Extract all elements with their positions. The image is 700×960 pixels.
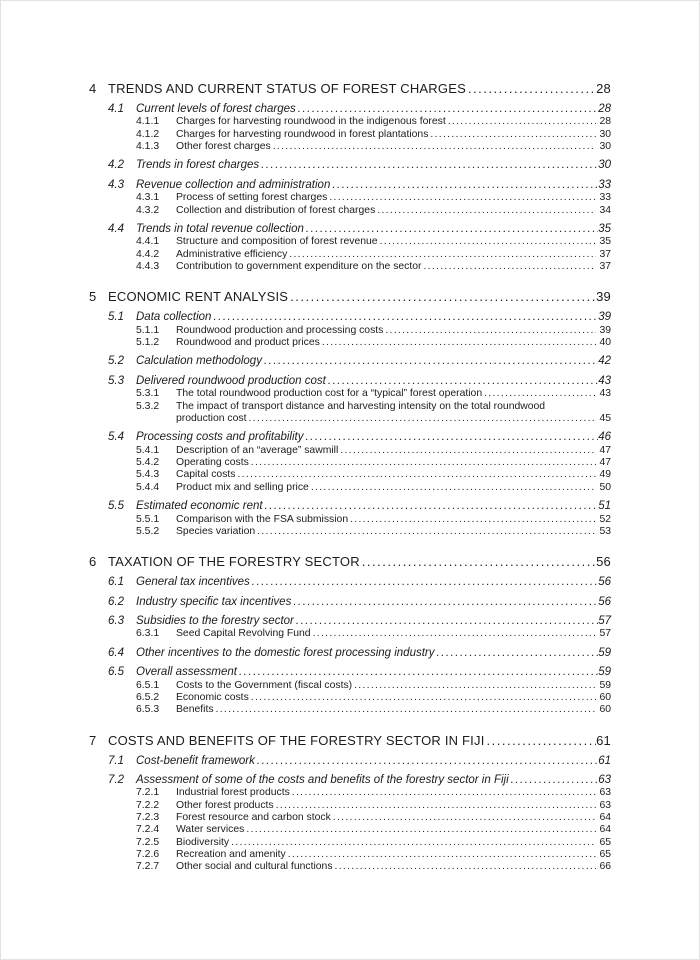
toc-entry-number: 4.1.3 [136,141,160,153]
toc-entry[interactable] [89,129,611,141]
toc-leader-dots [304,223,598,236]
toc-entry[interactable] [89,824,611,836]
toc-entry-title: The impact of transport distance and harvesting intensity on the total roundwood [176,400,546,412]
toc-entry-page: 52 [599,513,611,525]
toc-entry[interactable] [89,482,611,494]
toc-entry-page: 40 [599,337,611,349]
toc-entry-page: 50 [599,481,611,493]
toc-entry-page: 57 [599,628,611,640]
toc-leader-dots [235,469,596,481]
toc-leader-dots [250,576,598,589]
toc-leader-dots [330,179,598,192]
toc-leader-dots [326,375,598,388]
toc-entry-title: TAXATION OF THE FORESTRY SECTOR [108,554,360,570]
toc-leader-dots [286,849,597,861]
toc-entry-page: 45 [599,412,611,424]
toc-entry-page: 39 [598,311,611,324]
toc-entry-page: 51 [598,500,611,513]
toc-entry-number: 4.4.1 [136,236,160,248]
toc-entry-number: 6 [89,554,97,570]
toc-entry[interactable] [89,861,611,873]
toc-entry-number: 4 [89,81,97,96]
toc-entry-number: 5 [89,289,97,305]
toc-entry-title: Collection and distribution of forest charges [176,204,376,216]
toc-leader-dots [229,837,596,849]
toc-entry-title: The total roundwood production cost for a “typical” forest operation [176,388,483,400]
toc-entry-title: Other incentives to the domestic forest processing industry [136,646,435,659]
toc-leader-dots [237,666,598,679]
toc-leader-dots [485,733,597,749]
toc-entry[interactable] [89,431,611,444]
table-of-contents [89,81,611,874]
toc-entry-title: Biodiversity [176,836,230,848]
toc-entry-title: Administrative efficiency [176,248,288,260]
toc-entry-title: Water services [176,824,245,836]
toc-entry[interactable] [89,692,611,704]
toc-entry[interactable] [89,647,611,660]
toc-entry[interactable] [89,704,611,716]
toc-entry-page: 30 [598,159,611,172]
toc-entry-title: Industrial forest products [176,787,290,799]
toc-entry[interactable] [89,554,611,570]
toc-entry-page: 28 [599,116,611,128]
toc-entry-title: Industry specific tax incentives [136,595,292,608]
toc-entry-title: Data collection [136,311,212,324]
toc-leader-dots [360,554,596,570]
toc-entry-number: 4.4.3 [136,261,160,273]
toc-entry[interactable] [89,469,611,481]
toc-leader-dots [287,249,596,261]
toc-leader-dots [509,774,599,787]
toc-leader-dots [338,445,596,457]
toc-entry[interactable] [89,596,611,609]
toc-entry-title: Process of setting forest charges [176,192,328,204]
toc-entry-number: 4.4.2 [136,248,160,260]
toc-entry-number: 5.1.2 [136,337,160,349]
toc-entry-title: TRENDS AND CURRENT STATUS OF FOREST CHARGES [108,81,466,96]
toc-entry-page: 28 [596,81,611,96]
toc-entry-title: Overall assessment [136,666,237,679]
toc-entry-page: 61 [598,754,611,767]
toc-entry-number: 7.2.4 [136,824,160,836]
toc-leader-dots [375,205,596,217]
toc-entry-title: Contribution to government expenditure on the sector [176,261,422,273]
toc-entry[interactable] [89,457,611,469]
toc-entry-page: 63 [599,799,611,811]
toc-entry-title: Processing costs and profitability [136,431,304,444]
toc-entry[interactable] [89,261,611,273]
toc-entry-page: 59 [598,646,611,659]
toc-entry[interactable] [89,787,611,799]
toc-entry-page: 56 [598,576,611,589]
toc-entry-number: 6.5.3 [136,704,160,716]
toc-entry-title: Assessment of some of the costs and benefits of the forestry sector in Fiji [136,774,509,786]
toc-entry[interactable] [89,355,611,368]
toc-entry[interactable] [89,615,611,628]
toc-entry-title: production cost [176,412,247,424]
toc-leader-dots [244,824,596,836]
toc-entry-title: Calculation methodology [136,355,262,368]
toc-entry-page: 35 [598,222,611,235]
toc-leader-dots [435,647,599,660]
toc-entry-page: 59 [598,666,611,679]
toc-entry-number: 6.5.2 [136,691,160,703]
toc-entry[interactable] [89,223,611,236]
toc-entry[interactable] [89,103,611,116]
toc-entry-number: 4.3.2 [136,204,160,216]
toc-entry-number: 7.2 [108,774,124,786]
toc-entry-page: 28 [598,103,611,115]
toc-entry-number: 6.5.1 [136,679,160,691]
toc-entry-page: 42 [598,355,611,368]
toc-entry-title: Subsidies to the forestry sector [136,615,294,627]
toc-leader-dots [309,482,597,494]
toc-entry-page: 47 [599,444,611,456]
toc-leader-dots [271,141,597,153]
toc-entry-number: 5.4.3 [136,469,160,481]
toc-entry-number: 4.2 [108,159,124,172]
toc-entry-number: 5.3.2 [136,400,160,412]
toc-entry-page: 57 [598,615,611,627]
toc-entry[interactable] [89,236,611,248]
toc-entry-title: Economic costs [176,691,249,703]
toc-entry-page: 39 [599,324,611,336]
toc-entry-title: Forest resource and carbon stock [176,812,331,824]
toc-entry[interactable] [89,375,611,388]
toc-leader-dots [428,129,596,141]
toc-entry[interactable] [89,249,611,261]
toc-entry-title: Roundwood production and processing costs [176,324,384,336]
toc-entry-title: Current levels of forest charges [136,103,296,115]
toc-entry-page: 46 [598,431,611,444]
toc-entry-title: Other forest charges [176,141,271,153]
toc-entry-title: Comparison with the FSA submission [176,513,349,525]
toc-leader-dots [274,800,597,812]
toc-entry[interactable] [89,325,611,337]
toc-leader-dots [421,261,596,273]
toc-leader-dots [294,615,598,628]
toc-entry-page: 61 [596,732,611,748]
toc-entry-page: 65 [599,849,611,861]
toc-entry-page: 63 [598,774,611,786]
toc-entry[interactable] [89,205,611,217]
toc-entry-number: 4.4 [108,222,124,235]
toc-entry-title: Other forest products [176,799,274,811]
toc-entry-number: 6.5 [108,666,124,679]
toc-entry[interactable] [89,388,611,400]
toc-entry-page: 59 [599,679,611,691]
toc-entry-number: 7.2.5 [136,836,160,848]
toc-entry[interactable] [89,179,611,192]
toc-entry[interactable] [89,116,611,128]
toc-entry[interactable] [89,289,611,305]
toc-entry-number: 5.2 [108,355,124,368]
toc-entry-number: 7.2.2 [136,799,160,811]
toc-entry-page: 60 [599,691,611,703]
toc-entry-number: 7.2.3 [136,812,160,824]
toc-leader-dots [214,704,597,716]
toc-entry-page: 49 [599,469,611,481]
toc-entry-number: 5.5.2 [136,525,160,537]
toc-entry-title: Species variation [176,525,256,537]
toc-entry-page: 34 [599,204,611,216]
toc-entry[interactable] [89,755,611,768]
toc-entry-number: 6.1 [108,576,124,589]
toc-entry-title: Trends in total revenue collection [136,222,304,235]
toc-entry[interactable] [89,401,611,413]
toc-entry-title: Charges for harvesting roundwood in forest plantations [176,128,429,140]
toc-entry[interactable] [89,666,611,679]
toc-entry-number: 7.2.7 [136,861,160,873]
toc-leader-dots [327,192,596,204]
toc-entry-page: 56 [596,554,611,570]
toc-entry-number: 7.2.6 [136,849,160,861]
toc-entry-page: 63 [599,787,611,799]
toc-entry-title: Trends in forest charges [136,159,260,172]
toc-entry[interactable] [89,81,611,97]
toc-entry-number: 5.4.4 [136,481,160,493]
toc-entry-number: 7.2.1 [136,787,160,799]
toc-entry-page: 33 [599,192,611,204]
toc-entry-title: Cost-benefit framework [136,754,255,767]
toc-leader-dots [466,81,596,97]
toc-leader-dots [333,861,597,873]
toc-entry-page: 43 [599,388,611,400]
toc-leader-dots [290,787,597,799]
toc-entry[interactable] [89,812,611,824]
toc-entry-title: General tax incentives [136,576,250,589]
toc-entry-title: Costs to the Government (fiscal costs) [176,679,353,691]
toc-entry[interactable] [89,526,611,538]
toc-leader-dots [482,388,596,400]
toc-entry-title: Description of an “average” sawmill [176,444,339,456]
toc-entry-page: 60 [599,704,611,716]
toc-entry-page: 43 [598,374,611,387]
toc-entry-number: 6.3.1 [136,628,160,640]
toc-entry[interactable] [89,800,611,812]
toc-entry-page: 53 [599,525,611,537]
toc-entry-title: Recreation and amenity [176,849,286,861]
toc-leader-dots [255,526,596,538]
toc-entry-page: 66 [599,861,611,873]
toc-leader-dots [291,596,598,609]
toc-leader-dots [249,457,597,469]
toc-entry-number: 5.1 [108,311,124,324]
toc-leader-dots [303,431,598,444]
toc-entry[interactable] [89,413,611,425]
toc-entry-title: Revenue collection and administration [136,178,331,191]
toc-leader-dots [383,325,596,337]
toc-leader-dots [348,514,596,526]
toc-entry[interactable] [89,849,611,861]
toc-entry-page: 64 [599,824,611,836]
toc-leader-dots [311,628,597,640]
toc-leader-dots [211,311,598,324]
toc-entry-number: 5.5 [108,500,124,513]
toc-entry-page: 64 [599,812,611,824]
toc-leader-dots [249,692,597,704]
toc-entry[interactable] [89,445,611,457]
toc-leader-dots [262,355,598,368]
toc-leader-dots [259,159,598,172]
toc-entry-title: Capital costs [176,469,236,481]
toc-entry[interactable] [89,837,611,849]
toc-leader-dots [320,337,597,349]
toc-leader-dots [331,812,597,824]
toc-entry[interactable] [89,192,611,204]
toc-entry-page: 56 [598,595,611,608]
toc-entry-title: Other social and cultural functions [176,861,333,873]
toc-entry[interactable] [89,733,611,749]
toc-entry-number: 5.3 [108,374,124,387]
toc-entry-title: Delivered roundwood production cost [136,374,326,387]
toc-entry-page: 37 [599,248,611,260]
toc-entry-page: 35 [599,236,611,248]
toc-entry-number: 6.2 [108,595,124,608]
toc-entry-number: 4.1.2 [136,128,160,140]
toc-leader-dots [255,755,598,768]
toc-entry-number: 5.5.1 [136,513,160,525]
toc-entry-page: 47 [599,457,611,469]
toc-leader-dots [263,500,599,513]
toc-entry-number: 4.3.1 [136,192,160,204]
toc-entry-number: 5.3.1 [136,388,160,400]
toc-entry-title: Charges for harvesting roundwood in the indigenous forest [176,116,446,128]
toc-entry-page: 33 [598,178,611,191]
toc-entry-title: Structure and composition of forest revenue [176,236,378,248]
toc-entry-number: 4.1 [108,103,124,115]
toc-entry-number: 4.3 [108,178,124,191]
toc-entry[interactable] [89,514,611,526]
toc-entry-number: 7.1 [108,754,124,767]
toc-entry-page: 37 [599,261,611,273]
toc-entry-title: Product mix and selling price [176,481,309,493]
toc-entry-number: 7 [89,732,97,748]
toc-entry-title: Seed Capital Revolving Fund [176,628,311,640]
toc-entry[interactable] [89,311,611,324]
toc-leader-dots [378,236,597,248]
toc-entry-title: Operating costs [176,457,249,469]
toc-leader-dots [296,103,598,116]
toc-entry[interactable] [89,337,611,349]
toc-entry-title: COSTS AND BENEFITS OF THE FORESTRY SECTOR IN FIJI [108,732,485,748]
toc-leader-dots [246,413,596,425]
toc-entry-page: 30 [599,141,611,153]
toc-entry-number: 4.1.1 [136,116,160,128]
toc-entry-page: 30 [599,128,611,140]
toc-entry[interactable] [89,628,611,640]
toc-entry-title: Estimated economic rent [136,500,263,513]
toc-entry-number: 5.1.1 [136,324,160,336]
toc-entry-title: Benefits [176,704,214,716]
toc-leader-dots [352,680,596,692]
toc-entry[interactable] [89,774,611,787]
toc-entry-number: 6.4 [108,646,124,659]
toc-leader-dots [446,116,597,128]
toc-entry-page: 65 [599,836,611,848]
toc-entry[interactable] [89,500,611,513]
toc-entry[interactable] [89,576,611,589]
toc-entry-number: 5.4 [108,431,124,444]
toc-entry-page: 39 [596,289,611,305]
toc-entry-title: ECONOMIC RENT ANALYSIS [108,289,289,305]
toc-entry-number: 5.4.2 [136,457,160,469]
toc-entry[interactable] [89,141,611,153]
toc-leader-dots [288,289,596,305]
toc-entry[interactable] [89,159,611,172]
toc-entry-number: 5.4.1 [136,444,160,456]
toc-entry-number: 6.3 [108,615,124,627]
toc-entry-title: Roundwood and product prices [176,337,320,349]
toc-entry[interactable] [89,680,611,692]
